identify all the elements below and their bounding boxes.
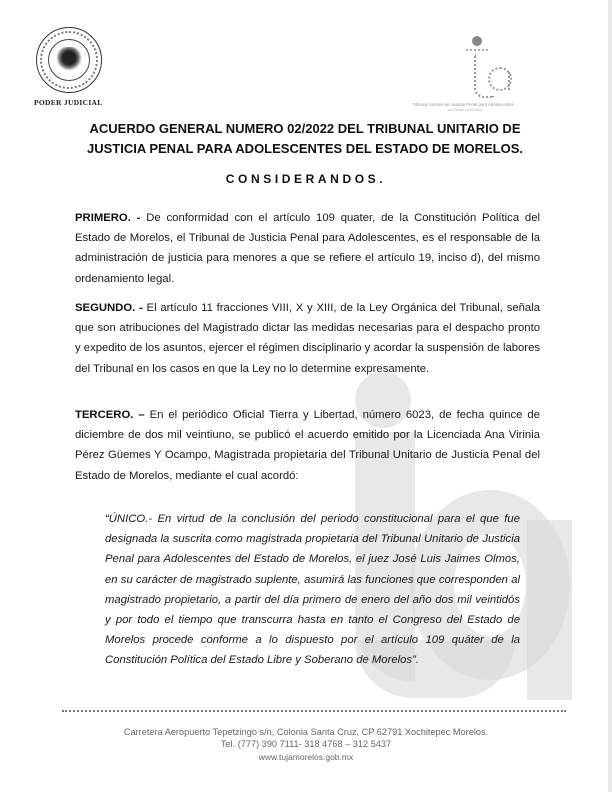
coat-of-arms-seal-icon — [36, 27, 102, 93]
document-title — [70, 119, 540, 159]
tuja-logo-icon — [455, 32, 535, 102]
footer-phone: Tel. (777) 390 7111- 318 4768 – 312 5437 — [220, 739, 392, 749]
paragraph-body: De conformidad con el artículo 109 quater, de la Constitución Política del Estado de Morelos, el Tribunal de Justicia Penal para Adolescentes, es el responsable de la administración de justicia para menores a que se refiere el artículo 19, inciso d), del mismo ordenamiento legal. — [75, 212, 540, 285]
paragraph-primero — [75, 208, 540, 289]
logo-caption-secondary: del Estado de Morelos — [447, 108, 483, 112]
paragraph-body: En el periódico Oficial Tierra y Libertad, número 6023, de fecha quince de diciembre de dos mil veintiuno, se publicó el acuerdo emitido por la Licenciada Ana Virinia Pérez Güemes Y Ocampo, Magistrada propietaria del Tribunal Unitario de Justicia Penal del Estado de Morelos, mediante el cual acordó: — [75, 409, 540, 482]
paragraph-lead: SEGUNDO. - — [75, 302, 143, 314]
title-line-1: ACUERDO GENERAL NUMERO 02/2022 DEL TRIBUNAL UNITARIO DE — [89, 121, 521, 136]
footer-divider — [62, 710, 566, 714]
footer-address: Carretera Aeropuerto Tepetzingo s/n, Colonia Santa Cruz, CP 62791 Xochitepec Morelos. — [123, 727, 489, 737]
paragraph-body: El artículo 11 fracciones VIII, X y XIII, de la Ley Orgánica del Tribunal, señala que son atribuciones del Magistrado dictar las medidas necesarias para el despacho pronto y expedito de los asuntos, ejercer el régimen disciplinario y acordar la suspensión de labores del Tribunal en los casos en que la Ley no lo determine expresamente. — [75, 302, 540, 375]
watermark-a-stem-icon — [527, 520, 572, 700]
footer-website: www.tujamorelos.gob.mx — [258, 752, 354, 762]
quoted-agreement: “ÚNICO.- En virtud de la conclusión del periodo constitucional para el que fue designada la suscrita como magistrada propietaria del Tribunal Unitario de Justicia Penal para Adolescentes del Estado de Morelos, el juez José Luis Jaimes Olmos, en su carácter de magistrado suplente, asumirá las funciones que corresponden al magistrado propietario, a partir del día primero de enero del año dos mil veintidós y por todo el tiempo que transcurra hasta en tanto el Congreso del Estado de Morelos procede conforme a lo dispuesto por el artículo 109 quáter de la Constitución Política del Estado Libre y Soberano de Morelos”. — [105, 513, 520, 667]
poder-judicial-label: PODER JUDICIAL — [34, 98, 103, 107]
paragraph-tercero — [75, 405, 540, 486]
logo-caption: Tribunal Unitario de Justicia Penal para Adolescentes — [412, 102, 514, 107]
paragraph-lead: PRIMERO. - — [75, 212, 141, 224]
page-edge — [608, 0, 612, 792]
paragraph-lead: TERCERO. – — [75, 409, 145, 421]
section-heading: CONSIDERANDOS. — [225, 172, 387, 186]
paragraph-segundo — [75, 298, 540, 379]
title-line-2: JUSTICIA PENAL PARA ADOLESCENTES DEL ESTADO DE MORELOS. — [86, 141, 524, 156]
